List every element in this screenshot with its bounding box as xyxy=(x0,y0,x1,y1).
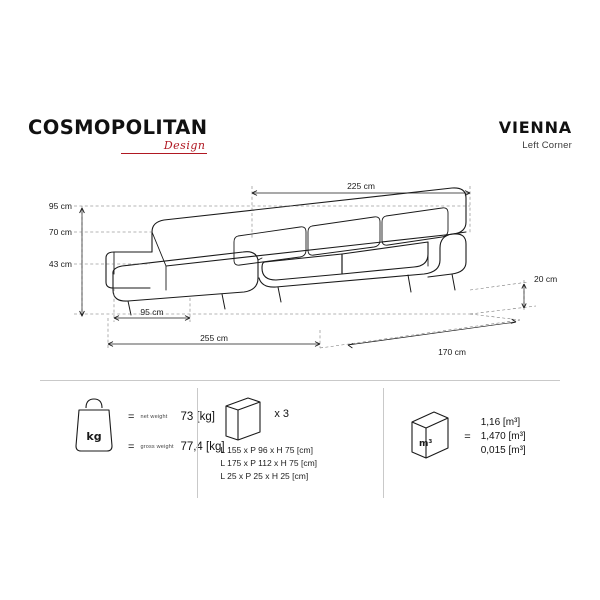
brand-script: Design xyxy=(163,138,206,152)
volume-icon-label: m³ xyxy=(419,439,433,449)
brand-logo xyxy=(28,118,207,154)
dim-leg-height: 20 cm xyxy=(534,274,558,284)
product-variant: Left Corner xyxy=(522,139,572,151)
volume-line: 1,16 [m³] xyxy=(480,416,521,428)
brand-underline xyxy=(121,153,207,155)
product-name: VIENNA xyxy=(498,118,572,137)
volume-cube-icon xyxy=(406,406,454,467)
sofa-chaise xyxy=(106,252,258,301)
product-title-block xyxy=(499,119,572,151)
sofa-right-arm xyxy=(428,232,466,277)
gross-weight-value: 77,4 [kg] xyxy=(180,441,225,453)
dim-back-height: 70 cm xyxy=(48,227,72,237)
package-dimension-line: L 175 x P 112 x H 75 [cm] xyxy=(220,458,318,468)
volume-values xyxy=(481,416,526,458)
header xyxy=(0,118,600,162)
sofa-back-cushions xyxy=(234,208,448,265)
spec-info-row xyxy=(40,388,560,498)
net-weight-value: 73 [kg] xyxy=(180,411,215,423)
dim-side-depth: 170 cm xyxy=(438,347,466,357)
gross-equals: = xyxy=(128,441,135,453)
package-dimension-list xyxy=(220,444,375,483)
volume-equals: = xyxy=(464,430,471,443)
dimension-arrows xyxy=(80,191,527,348)
brand-name: COSMOPOLITAN xyxy=(28,116,208,139)
technical-drawing xyxy=(0,170,600,370)
package-count: x 3 xyxy=(274,408,290,420)
dimension-guides xyxy=(74,186,536,348)
dim-total-depth: 255 cm xyxy=(200,333,228,343)
volume-line: 1,470 [m³] xyxy=(480,430,526,442)
weight-bag-icon xyxy=(72,394,116,461)
package-dimension-line: L 25 x P 25 x H 25 [cm] xyxy=(220,471,309,481)
package-dimension-line: L 155 x P 96 x H 75 [cm] xyxy=(220,445,313,455)
section-divider xyxy=(40,380,560,381)
packaging-column xyxy=(197,388,383,498)
package-box-icon xyxy=(220,394,264,447)
volume-line: 0,015 [m³] xyxy=(480,444,526,456)
net-equals: = xyxy=(128,411,135,423)
dim-seat-height: 43 cm xyxy=(48,259,72,269)
sofa-seat-run xyxy=(258,242,440,287)
weight-icon-label: kg xyxy=(86,430,102,443)
weight-column xyxy=(40,388,225,498)
volume-column xyxy=(383,388,560,498)
gross-weight-label: gross weight xyxy=(140,444,174,450)
dim-total-height: 95 cm xyxy=(48,201,72,211)
net-weight-label: net weight xyxy=(140,414,168,420)
dim-chaise-width: 95 cm xyxy=(140,307,164,317)
sofa-legs xyxy=(128,274,455,315)
dim-total-width: 225 cm xyxy=(347,181,375,191)
